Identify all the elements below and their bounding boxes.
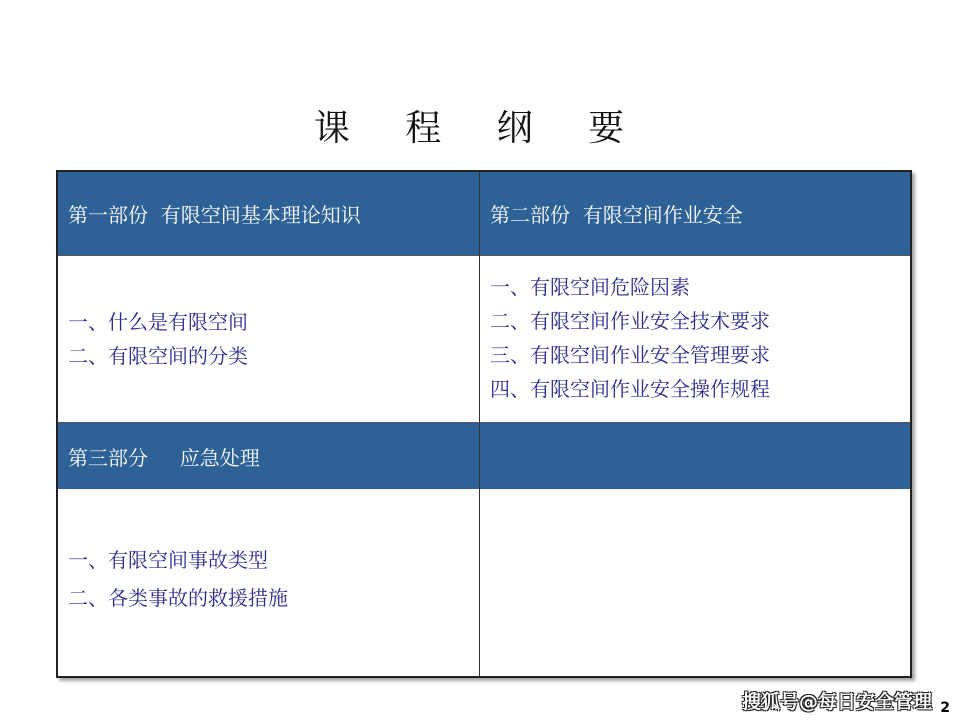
section-2-title: 第二部份 有限空间作业安全 [490, 203, 743, 227]
slide-title: 课 程 纲 要 [313, 108, 647, 149]
section-4-header [480, 423, 910, 489]
section-1-title: 第一部份 有限空间基本理论知识 [68, 203, 361, 227]
watermark: 搜狐号@每日安全管理 [741, 691, 932, 713]
section-2-header [480, 172, 910, 255]
list-item: 一、有限空间危险因素 [490, 275, 690, 299]
list-item: 一、什么是有限空间 [68, 310, 248, 334]
section-3-title: 第三部分 应急处理 [68, 445, 260, 470]
list-item: 一、有限空间事故类型 [68, 547, 268, 572]
section-3-header [58, 423, 480, 489]
course-outline-table [56, 170, 912, 678]
section-2-item-list [480, 256, 910, 406]
list-item: 二、有限空间作业安全技术要求 [490, 309, 770, 333]
section-1-header [58, 172, 480, 255]
list-item: 二、有限空间的分类 [68, 344, 248, 368]
section-1-item-list [58, 305, 248, 373]
section-4-body [480, 489, 910, 676]
list-item: 三、有限空间作业安全管理要求 [490, 343, 770, 367]
page-number: 2 [940, 700, 950, 716]
list-item: 二、各类事故的救援措施 [68, 585, 288, 610]
list-item: 四、有限空间作业安全操作规程 [490, 377, 770, 401]
section-2-body [480, 255, 910, 423]
section-1-body [58, 255, 480, 423]
section-3-item-list [58, 541, 288, 617]
section-3-body [58, 489, 480, 676]
